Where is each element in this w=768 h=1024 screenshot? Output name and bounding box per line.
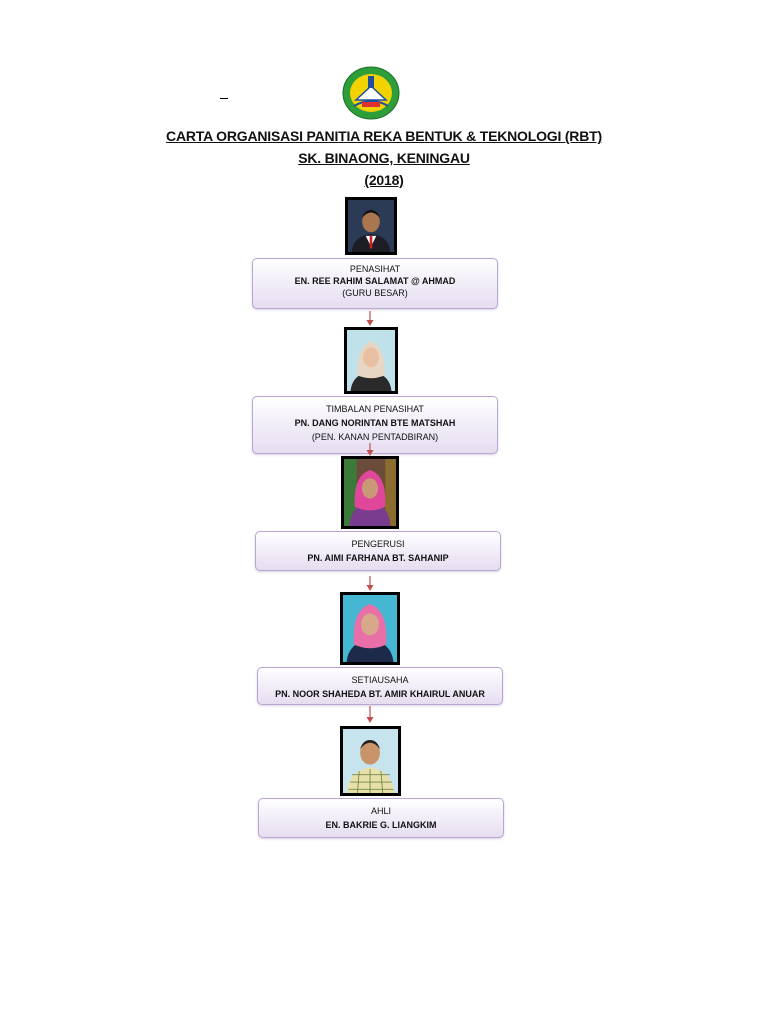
member-box-pengerusi xyxy=(255,531,501,571)
connector-arrow xyxy=(365,706,375,724)
member-role: PENGERUSI xyxy=(351,539,405,549)
member-note: (PEN. KANAN PENTADBIRAN) xyxy=(311,432,439,442)
member-name: EN. REE RAHIM SALAMAT @ AHMAD xyxy=(294,276,456,286)
photo-penasihat xyxy=(345,197,397,255)
school-name: SK. BINAONG, KENINGAU xyxy=(298,150,470,166)
chart-year: (2018) xyxy=(364,172,404,188)
member-name: PN. NOOR SHAHEDA BT. AMIR KHAIRUL ANUAR xyxy=(275,689,485,699)
member-name: PN. AIMI FARHANA BT. SAHANIP xyxy=(307,553,449,563)
underscore-mark xyxy=(220,88,228,99)
member-role: PENASIHAT xyxy=(349,264,401,274)
connector-arrow xyxy=(365,576,375,592)
member-box-penasihat xyxy=(252,258,498,309)
member-role: AHLI xyxy=(370,806,391,816)
member-name: EN. BAKRIE G. LIANGKIM xyxy=(325,820,437,830)
photo-ahli xyxy=(340,726,401,796)
school-logo xyxy=(342,66,400,120)
connector-arrow xyxy=(365,443,375,457)
member-role: TIMBALAN PENASIHAT xyxy=(326,404,424,414)
member-note: (GURU BESAR) xyxy=(342,288,408,298)
member-box-setiausaha xyxy=(257,667,503,705)
photo-pengerusi xyxy=(341,456,399,529)
member-box-timbalan-penasihat xyxy=(252,396,498,454)
member-box-ahli xyxy=(258,798,504,838)
chart-title: CARTA ORGANISASI PANITIA REKA BENTUK & TEKNOLOGI (RBT) xyxy=(166,128,602,144)
member-role: SETIAUSAHA xyxy=(351,675,409,685)
photo-setiausaha xyxy=(340,592,400,665)
photo-timbalan-penasihat xyxy=(344,327,398,394)
connector-arrow xyxy=(365,311,375,327)
member-name: PN. DANG NORINTAN BTE MATSHAH xyxy=(294,418,456,428)
